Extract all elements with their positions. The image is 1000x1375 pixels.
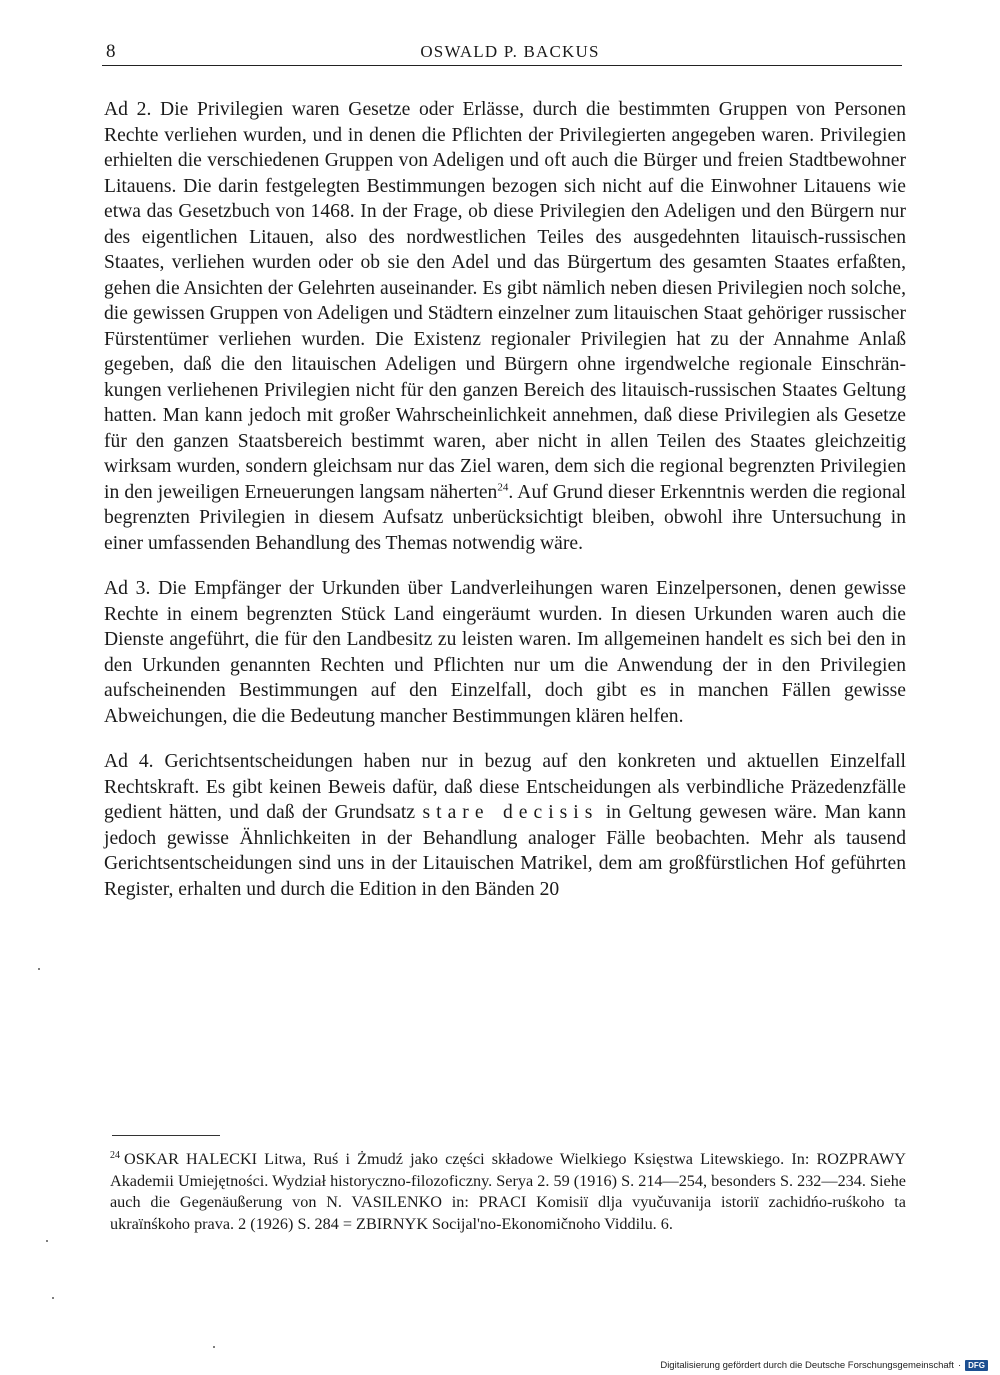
footnote-rule [112, 1135, 220, 1136]
scan-speck [213, 1346, 215, 1348]
credit-separator: · [957, 1360, 962, 1371]
body-text [104, 97, 906, 922]
footnote-reference-24[interactable]: 24 [497, 480, 509, 493]
running-head: OSWALD P. BACKUS [420, 42, 600, 61]
paragraph-ad-4 [104, 749, 906, 902]
digitization-credit [660, 1360, 988, 1371]
dfg-logo-icon[interactable]: DFG [965, 1360, 988, 1371]
scan-speck [52, 1297, 54, 1299]
paragraph-ad-2-continuation: . Auf Grund dieser Erkenntnis werden die regional begrenzten Privilegien in diesem Aufsatz unberücksichtigt bleiben, obwohl ihre Untersuchung in einer umfassenden Behandlung des Themas notwendig wäre. [104, 481, 906, 554]
footnote-number: 24 [110, 1149, 120, 1161]
paragraph-ad-3: Ad 3. Die Empfänger der Urkunden über Landverleihungen waren Einzelpersonen, denen gewisse Rechte in einem begrenzten Stück Land eingeräumt wurden. In diesen Urkunden waren auch die Dienste angeführt, die für den Landbesitz zu leisten waren. Im allgemeinen handelt es sich bei den in den Urkunden genannten Rechten und Pflichten nur um die Anwendung der in den Privilegien aufscheinenden Bestimmungen auf den Einzelfall, doch gibt es in manchen Fällen gewisse Abweichungen, die die Bedeutung mancher Bestimmungen klären helfen. [104, 578, 906, 727]
paragraph-ad-2-text: Ad 2. Die Privilegien waren Gesetze oder Erlässe, durch die bestimmten Gruppen von Personen Rechte verliehen wurden, und in denen die Pflichten der Privilegierten angegeben waren. Privilegien erhielten die verschiedenen Gruppen von Adeligen und oft auch die Bürger und freien Stadtbewohner Litauens. Die darin festgelegten Bestimmungen bezogen sich nicht auf die Einwohner Litauens wie etwa das Gesetzbuch von 1468. In der Frage, ob diese Privilegien den Adeligen und den Bürgern nur des eigentlichen Litauen, also des nordwestlichen Teiles des ausgedehnten litauisch-russischen Staates, verliehen wurden oder ob sie den Adel und das Bürgertum des gesamten Staates erfaßten, gehen die Ansichten der Gelehrten auseinander. Es gibt nämlich neben diesen Privilegien noch solche, die gewissen Gruppen von Adeligen und Städtern einzelner zum litauischen Staat gehöriger russischer Fürstentümer verliehen wurden. Die Existenz regionaler Privilegien hat zu der Annahme Anlaß gegeben, daß die den litauischen Adeligen und Bürgern ohne irgendwelche regionale Einschränkungen verliehenen Privilegien nicht für den ganzen Bereich des litauisch-russischen Staates Geltung hatten. Man kann jedoch mit großer Wahrscheinlichkeit annehmen, daß diese Privilegien als Gesetze für den ganzen Staatsbereich bestimmt waren, aber nicht in allen Teilen des Staates gleichzeitig wirksam wurden, sondern gleichsam nur das Ziel waren, dem sich die regional begrenzten Privilegien in den jeweiligen Erneuerungen langsam näherten [104, 99, 906, 503]
paragraph-ad-2 [104, 97, 906, 556]
footnote-24 [110, 1149, 906, 1235]
credit-text: Digitalisierung gefördert durch die Deutsche Forschungsgemeinschaft [660, 1360, 954, 1371]
latin-term-stare-decisis: stare decisis [422, 802, 599, 823]
footnote-text: OSKAR HALECKI Litwa, Ruś i Żmudź jako części składowe Wielkiego Księstwa Litewskiego. In: ROZPRAWY Akademii Umiejętności. Wydział historyczno-filozoficzny. Serya 2. 59 (1916) S. 214—254, besonders S. 232—234. Siehe auch die Gegenäußerung von N. VASILENKO in: PRACI Komisiï dlja vyučuvanija istoriï zachidńo-ruśkoho ta ukraïnśkoho prava. 2 (1926) S. 284 = ZBIRNYK Socijal'no-Ekonomičnoho Viddilu. 6. [110, 1150, 906, 1233]
paragraph-ad-4-text: Ad 4. Gerichtsentscheidungen haben nur in bezug auf den konkreten und aktuellen Einzelfall Rechtskraft. Es gibt keinen Beweis dafür, daß diese Entscheidungen als verbindliche Präzedenzfälle gedient hätten, und daß der Grundsatz [104, 751, 906, 823]
scan-speck [46, 1240, 48, 1242]
scan-speck [38, 968, 40, 970]
header-rule [102, 65, 902, 66]
paragraph-ad-4-continuation: in Geltung gewesen wäre. Man kann jedoch gewisse Ähnlichkeiten in der Behandlung analoger Fälle beobachten. Mehr als tausend Gerichtsentscheidungen sind uns in der Litauischen Matrikel, dem am großfürstlichen Hof geführten Register, erhalten und durch die Edition in den Bänden 20 [104, 802, 906, 900]
page-number: 8 [106, 41, 116, 62]
